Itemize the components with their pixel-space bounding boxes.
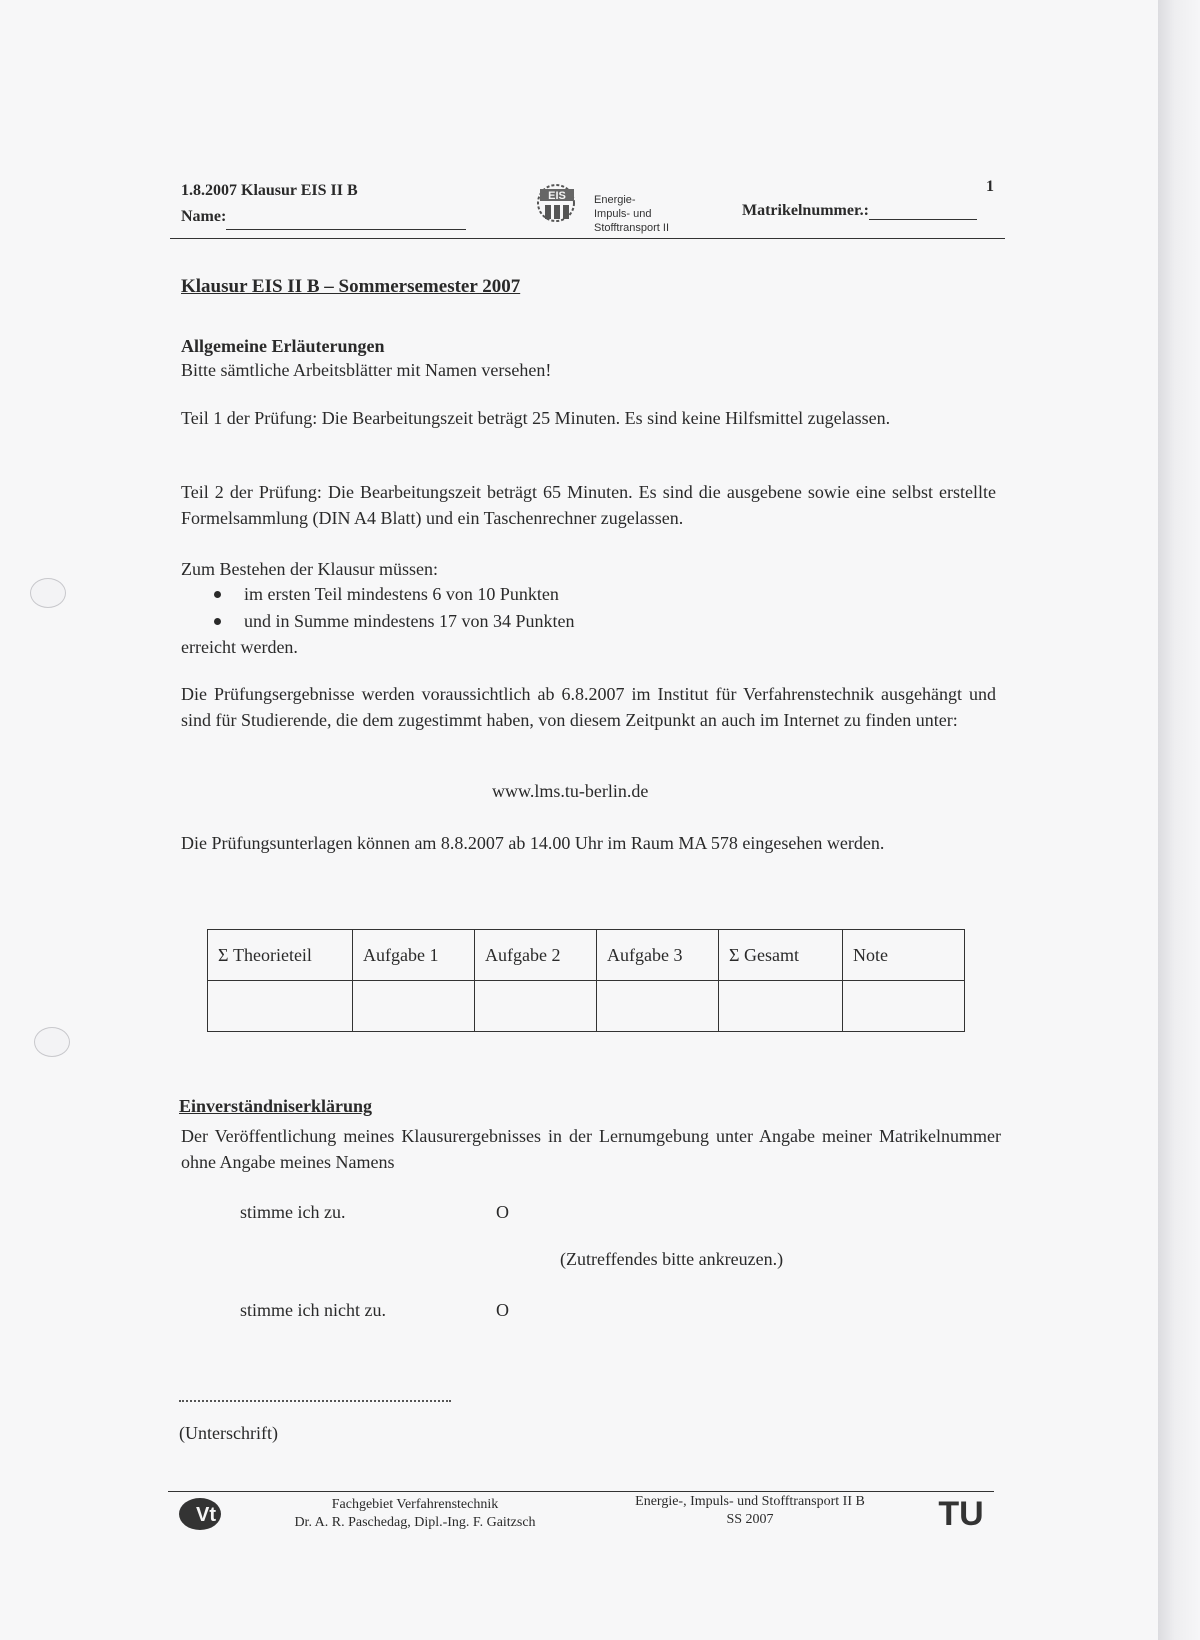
footer-authors: Dr. A. R. Paschedag, Dipl.-Ing. F. Gaitzsch xyxy=(294,1515,536,1530)
header-cell-aufgabe-2: Aufgabe 2 xyxy=(475,930,597,981)
matrikel-line[interactable] xyxy=(869,203,977,220)
bullet-icon xyxy=(214,618,221,625)
table-row xyxy=(208,981,965,1032)
name-label: Name: xyxy=(181,208,227,225)
value-cell-aufgabe-2[interactable] xyxy=(475,981,597,1032)
footer-left xyxy=(250,1496,580,1532)
matrikel-label: Matrikelnummer.: xyxy=(742,202,869,219)
header-cell-note: Note xyxy=(843,930,965,981)
eis-logo-icon xyxy=(536,175,586,237)
signature-label: (Unterschrift) xyxy=(179,1423,278,1443)
footer-rule xyxy=(168,1491,994,1492)
review-text: Die Prüfungsunterlagen können am 8.8.2007 ab 14.00 Uhr im Raum MA 578 eingesehen werden. xyxy=(181,833,885,853)
pass-intro: Zum Bestehen der Klausur müssen: xyxy=(181,559,438,579)
footer-department: Fachgebiet Verfahrenstechnik xyxy=(331,1497,499,1512)
header-cell-aufgabe-1: Aufgabe 1 xyxy=(353,930,475,981)
general-line-1: Bitte sämtliche Arbeitsblätter mit Namen versehen! xyxy=(181,360,552,380)
page-edge-shadow xyxy=(1158,0,1200,1640)
consent-heading: Einverständniserklärung xyxy=(179,1096,373,1116)
page-number: 1 xyxy=(986,178,994,195)
grades-table xyxy=(207,929,965,1032)
tu-logo-mark: TU xyxy=(938,1495,984,1531)
tu-logo-icon xyxy=(935,1493,987,1531)
vt-logo-mark: Vt xyxy=(196,1504,216,1526)
list-item xyxy=(210,581,575,608)
consent-yes-checkbox[interactable]: O xyxy=(496,1202,509,1222)
bullet-icon xyxy=(214,591,221,598)
value-cell-theorieteil[interactable] xyxy=(208,981,353,1032)
name-field[interactable] xyxy=(181,204,466,230)
header-cell-gesamt: Σ Gesamt xyxy=(719,930,843,981)
header-cell-theorieteil: Σ Theorieteil xyxy=(208,930,353,981)
pass-item-text: im ersten Teil mindestens 6 von 10 Punkten xyxy=(244,584,559,604)
consent-no-label: stimme ich nicht zu. xyxy=(240,1300,386,1320)
footer-right xyxy=(590,1493,910,1529)
name-line[interactable] xyxy=(226,211,466,230)
signature-line[interactable] xyxy=(179,1400,451,1402)
teil2-text: Teil 2 der Prüfung: Die Bearbeitungszeit beträgt 65 Minuten. Es sind die ausgebene sowie eine selbst erstellte Formelsammlung (DIN A4 Blatt) und ein Taschenrechner zugelassen. xyxy=(181,482,996,528)
consent-hint: (Zutreffendes bitte ankreuzen.) xyxy=(560,1249,784,1269)
table-row xyxy=(208,930,965,981)
logo-line-3: Stofftransport II xyxy=(594,222,670,234)
punch-hole-top xyxy=(30,578,66,608)
eis-logo-mark: EIS xyxy=(548,190,566,202)
value-cell-aufgabe-3[interactable] xyxy=(597,981,719,1032)
punch-hole-bottom xyxy=(34,1027,70,1057)
consent-no-checkbox[interactable]: O xyxy=(496,1300,509,1320)
matrikel-field[interactable] xyxy=(742,202,977,220)
eis-logo-text xyxy=(594,193,669,235)
pass-outro: erreicht werden. xyxy=(181,637,298,657)
general-heading: Allgemeine Erläuterungen xyxy=(181,336,385,356)
value-cell-note[interactable] xyxy=(843,981,965,1032)
consent-yes-label: stimme ich zu. xyxy=(240,1202,346,1222)
value-cell-aufgabe-1[interactable] xyxy=(353,981,475,1032)
pass-item-text: und in Summe mindestens 17 von 34 Punkten xyxy=(244,611,575,631)
exam-date-title: 1.8.2007 Klausur EIS II B xyxy=(181,182,358,199)
lms-url-link[interactable]: www.lms.tu-berlin.de xyxy=(492,781,649,801)
page-title: Klausur EIS II B – Sommersemester 2007 xyxy=(181,276,521,297)
consent-text: Der Veröffentlichung meines Klausurergebnisses in der Lernumgebung unter Angabe meiner Matrikelnummer ohne Angabe meines Namens xyxy=(181,1126,1001,1172)
logo-line-1: Energie- xyxy=(594,194,636,206)
footer-course: Energie-, Impuls- und Stofftransport II B xyxy=(635,1494,865,1509)
header-cell-aufgabe-3: Aufgabe 3 xyxy=(597,930,719,981)
header-rule xyxy=(170,238,1005,239)
list-item xyxy=(210,608,575,635)
logo-line-2: Impuls- und xyxy=(594,208,652,220)
value-cell-gesamt[interactable] xyxy=(719,981,843,1032)
header-left xyxy=(181,178,466,230)
vt-logo-icon xyxy=(178,1494,226,1532)
results-text: Die Prüfungsergebnisse werden voraussichtlich ab 6.8.2007 im Institut für Verfahrenstechnik ausgehängt und sind für Studierende, die dem zugestimmt haben, von diesem Zeitpunkt an auch im Internet zu finden unter: xyxy=(181,684,996,730)
teil1-text: Teil 1 der Prüfung: Die Bearbeitungszeit beträgt 25 Minuten. Es sind keine Hilfsmittel zugelassen. xyxy=(181,408,891,428)
pass-criteria-list xyxy=(210,581,575,635)
footer-semester: SS 2007 xyxy=(726,1512,774,1527)
